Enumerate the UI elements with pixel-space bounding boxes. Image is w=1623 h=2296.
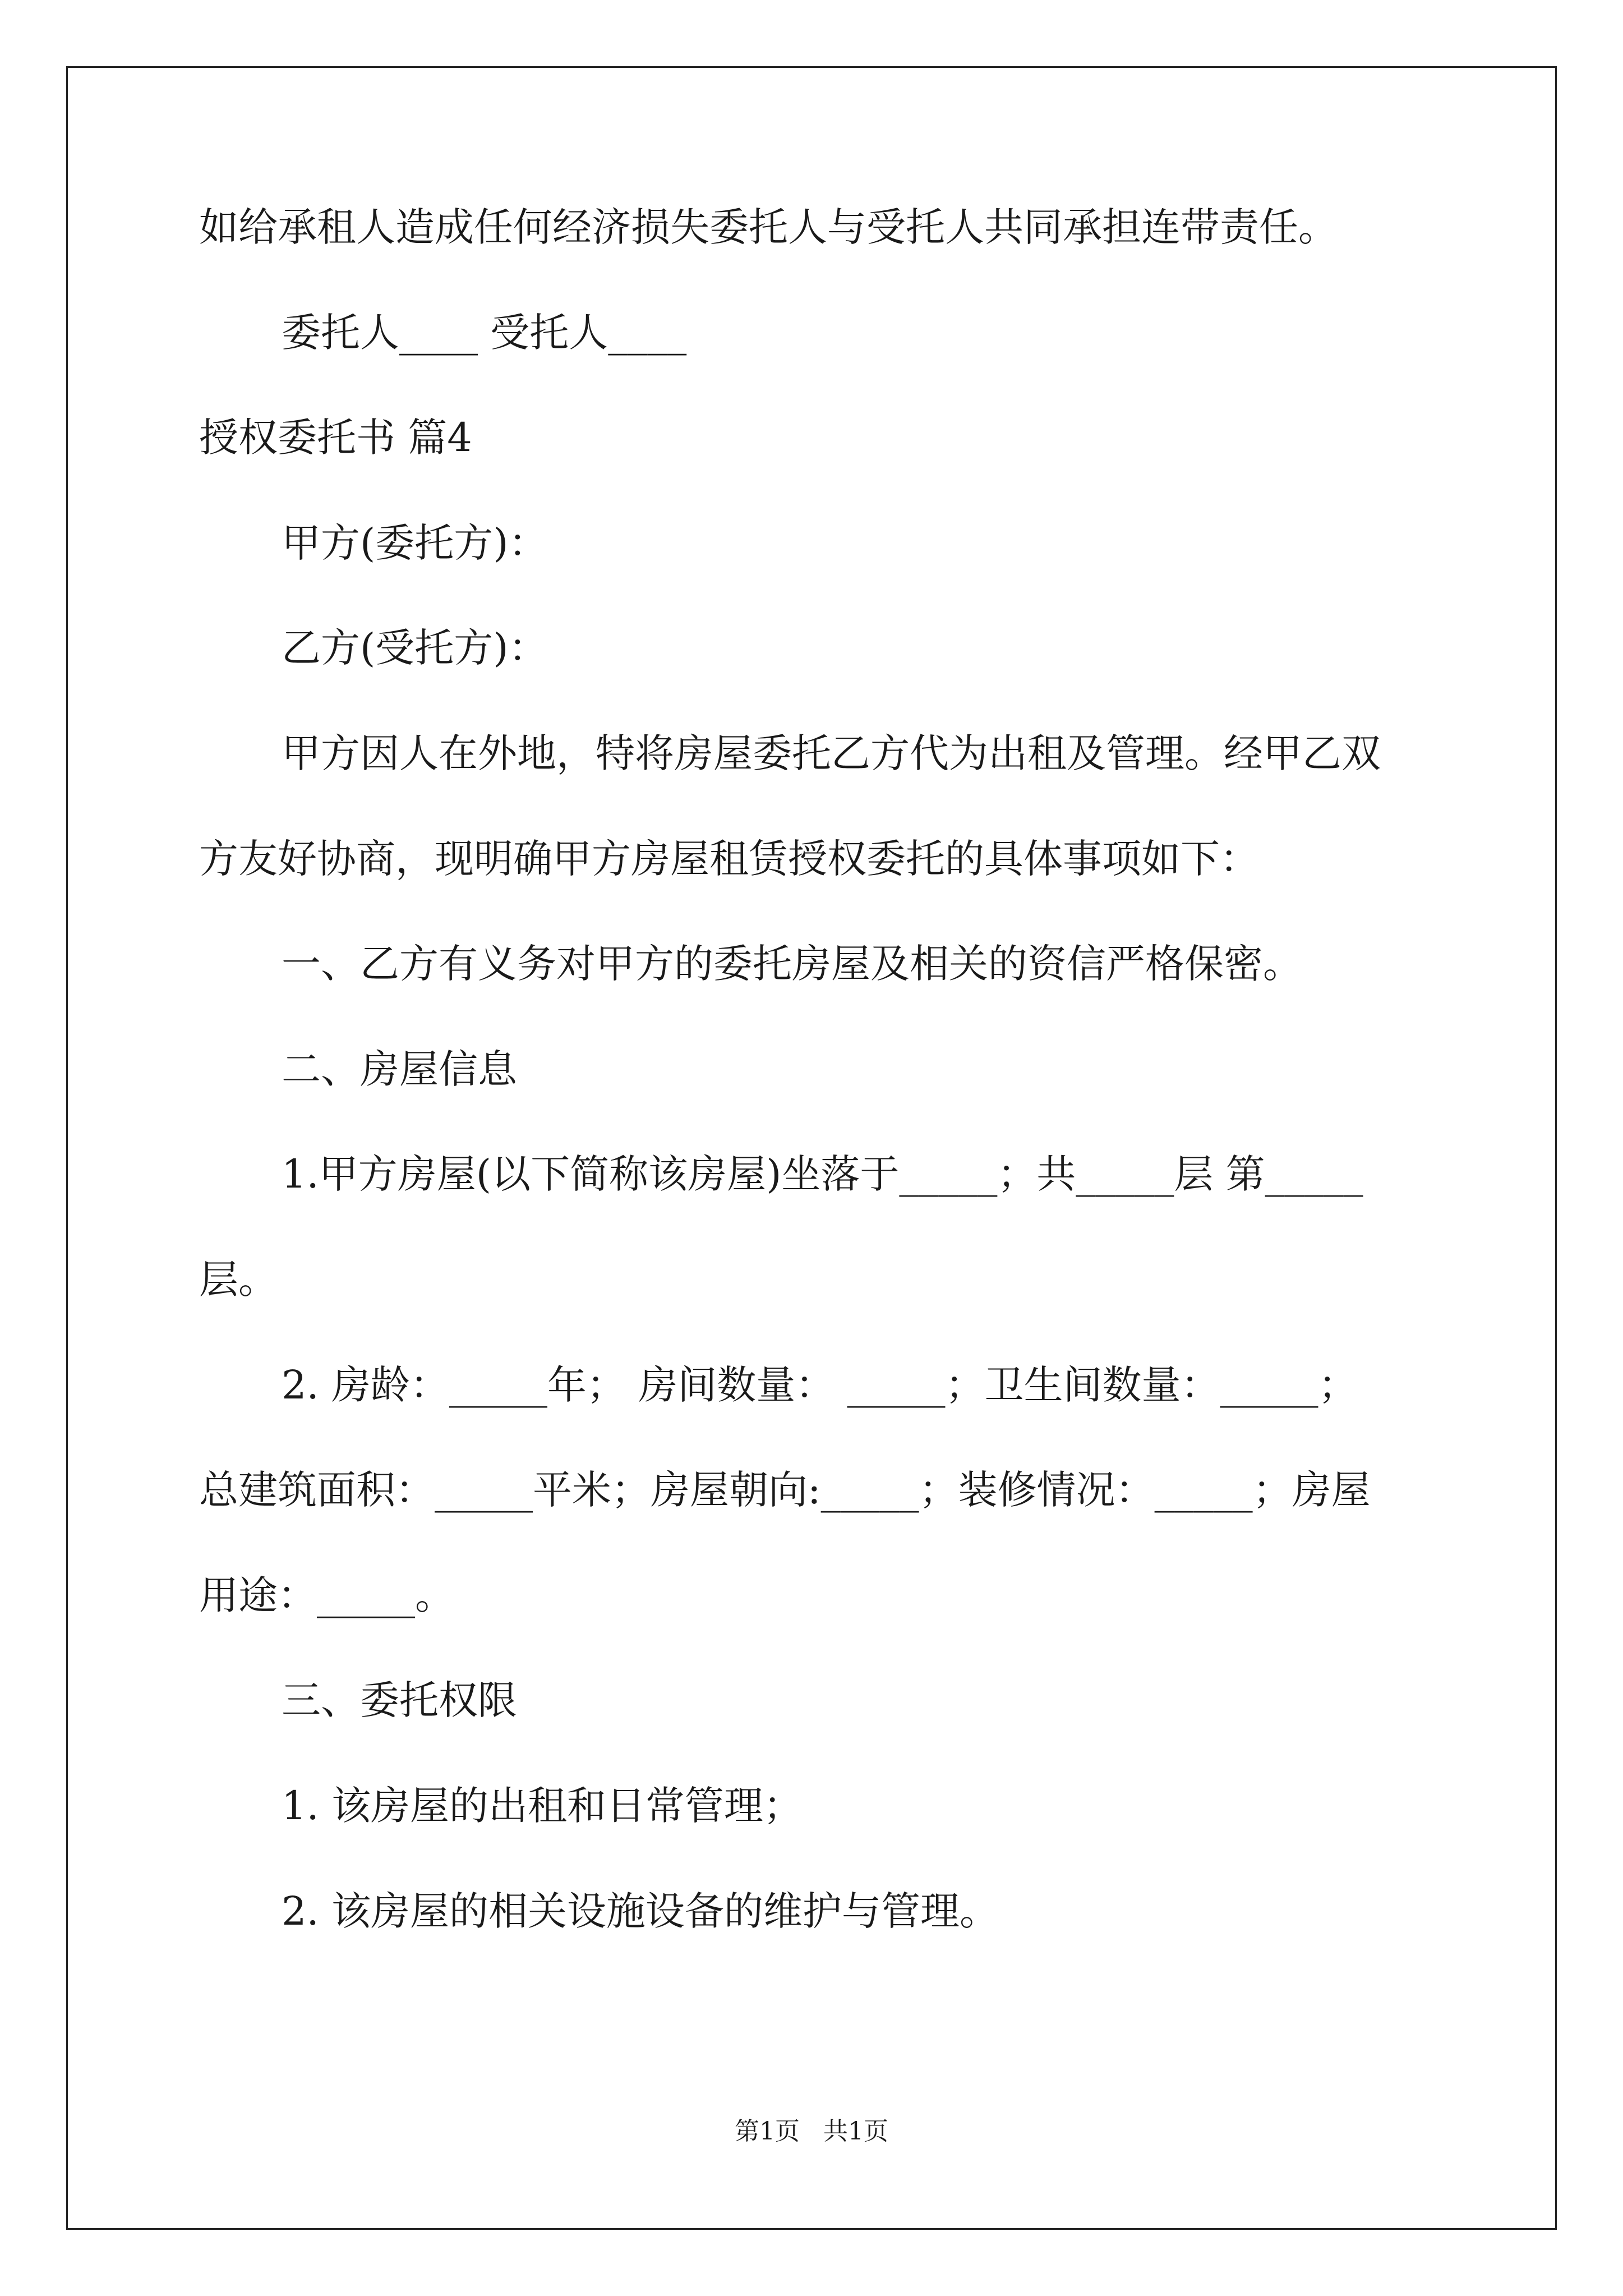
authority-item-1: 1. 该房屋的出租和日常管理； bbox=[282, 1783, 803, 1829]
clause-2-heading: 二、房屋信息 bbox=[282, 1046, 517, 1092]
section-title: 授权委托书 篇4 bbox=[199, 415, 472, 461]
paragraph-intro-line-2: 方友好协商，现明确甲方房屋租赁授权委托的具体事项如下： bbox=[199, 836, 1259, 882]
house-location-line-1: 1.甲方房屋(以下简称该房屋)坐落于_____；共_____层 第_____ bbox=[282, 1151, 1363, 1197]
house-details-line-2: 总建筑面积：_____平米；房屋朝向:_____；装修情况：_____；房屋 bbox=[199, 1467, 1371, 1513]
signature-line: 委托人____ 受托人____ bbox=[282, 310, 687, 356]
paragraph-liability: 如给承租人造成任何经济损失委托人与受托人共同承担连带责任。 bbox=[199, 204, 1338, 250]
clause-3-heading: 三、委托权限 bbox=[282, 1677, 517, 1723]
party-a-label: 甲方(委托方)： bbox=[282, 520, 548, 566]
house-details-line-1: 2. 房龄：_____年； 房间数量： _____；卫生间数量：_____； bbox=[282, 1362, 1358, 1408]
authority-item-2: 2. 该房屋的相关设施设备的维护与管理。 bbox=[282, 1888, 999, 1934]
paragraph-intro-line-1: 甲方因人在外地，特将房屋委托乙方代为出租及管理。经甲乙双 bbox=[282, 730, 1381, 776]
clause-1: 一、乙方有义务对甲方的委托房屋及相关的资信严格保密。 bbox=[282, 941, 1302, 987]
house-location-line-2: 层。 bbox=[199, 1257, 278, 1303]
party-b-label: 乙方(受托方)： bbox=[282, 625, 548, 671]
house-details-line-3: 用途：_____。 bbox=[199, 1572, 454, 1618]
page-footer: 第1页 共1页 bbox=[735, 2117, 888, 2146]
